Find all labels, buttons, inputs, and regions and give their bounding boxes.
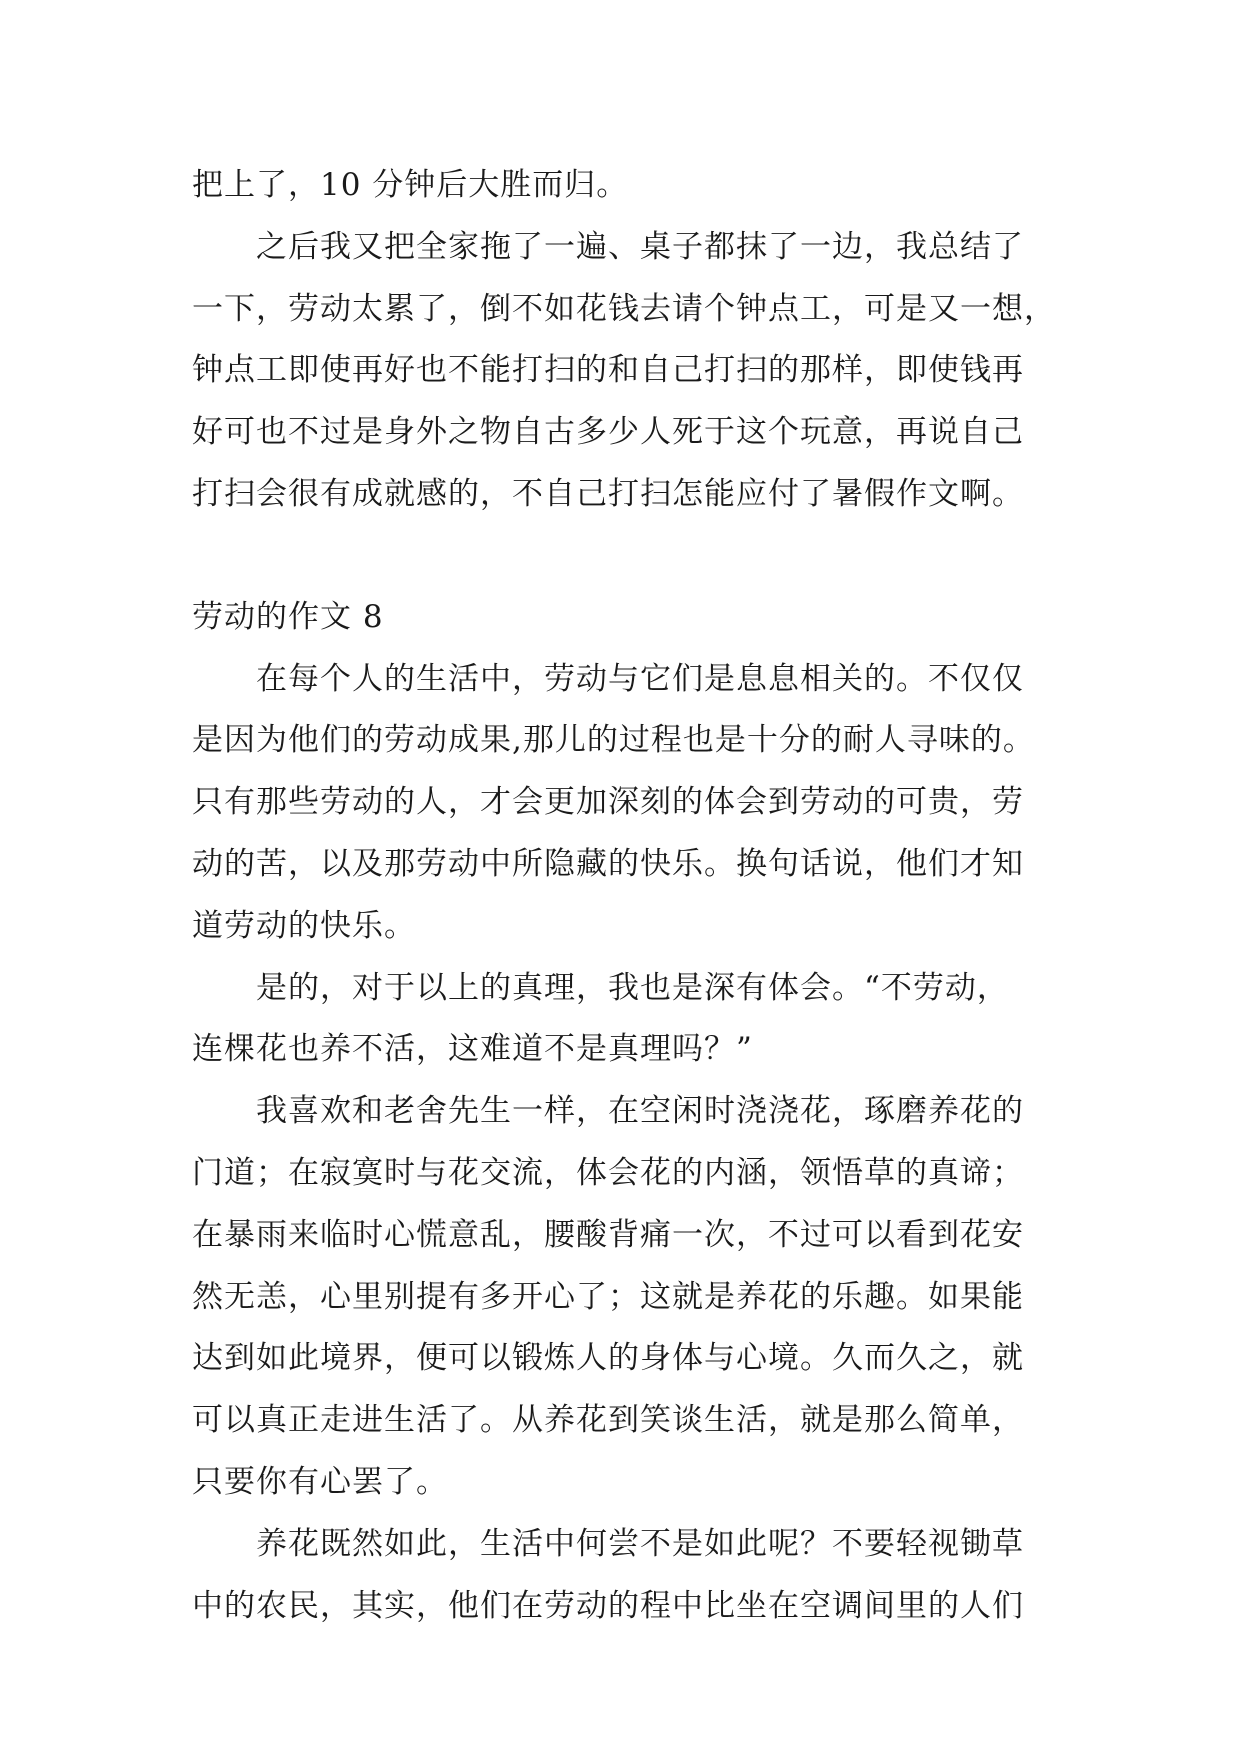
text-line: 动的苦，以及那劳动中所隐藏的快乐。换句话说，他们才知: [192, 845, 1024, 882]
text-line: 达到如此境界，便可以锻炼人的身体与心境。久而久之，就: [192, 1340, 1024, 1377]
text-line: 在每个人的生活中，劳动与它们是息息相关的。不仅仅: [256, 660, 1024, 697]
paragraph: [192, 217, 1062, 526]
text-line: 是的，对于以上的真理，我也是深有体会。“不劳动，: [256, 969, 1009, 1006]
paragraph: [192, 958, 1062, 1082]
text-line: 我喜欢和老舍先生一样，在空闲时浇浇花，琢磨养花的: [256, 1093, 1024, 1130]
text-line: 在暴雨来临时心慌意乱，腰酸背痛一次，不过可以看到花安: [192, 1216, 1024, 1253]
text-line: 只有那些劳动的人，才会更加深刻的体会到劳动的可贵，劳: [192, 784, 1024, 821]
section-title: 劳动的作文 8: [192, 598, 384, 635]
text-line: 之后我又把全家拖了一遍、桌子都抹了一边，我总结了: [256, 228, 1024, 265]
section-spacer: [192, 526, 1062, 587]
text-line: 钟点工即使再好也不能打扫的和自己打扫的那样，即使钱再: [192, 352, 1024, 389]
text-line: 中的农民，其实，他们在劳动的程中比坐在空调间里的人们: [192, 1587, 1024, 1624]
text-line: 门道；在寂寞时与花交流，体会花的内涵，领悟草的真谛；: [192, 1154, 1024, 1191]
text-line: 道劳动的快乐。: [192, 907, 416, 944]
document-page: [192, 155, 1062, 1637]
text-line: 养花既然如此，生活中何尝不是如此呢？不要轻视锄草: [256, 1525, 1024, 1562]
text-line: 是因为他们的劳动成果,那儿的过程也是十分的耐人寻味的。: [192, 722, 1035, 759]
text-line: 连棵花也养不活，这难道不是真理吗？”: [192, 1031, 753, 1068]
paragraph: [192, 1081, 1062, 1514]
text-line: 把上了，10 分钟后大胜而归。: [192, 167, 629, 203]
text-line: 只要你有心罢了。: [192, 1463, 448, 1500]
text-line: 然无恙，心里别提有多开心了；这就是养花的乐趣。如果能: [192, 1278, 1024, 1315]
text-line: 好可也不过是身外之物自古多少人死于这个玩意，再说自己: [192, 414, 1024, 451]
paragraph-continuation: [192, 155, 1062, 217]
paragraph: [192, 1514, 1062, 1638]
text-line: 一下，劳动太累了，倒不如花钱去请个钟点工，可是又一想，: [192, 290, 1056, 327]
text-line: 可以真正走进生活了。从养花到笑谈生活，就是那么简单，: [192, 1402, 1024, 1439]
text-line: 打扫会很有成就感的，不自己打扫怎能应付了暑假作文啊。: [192, 475, 1024, 512]
paragraph: [192, 649, 1062, 958]
